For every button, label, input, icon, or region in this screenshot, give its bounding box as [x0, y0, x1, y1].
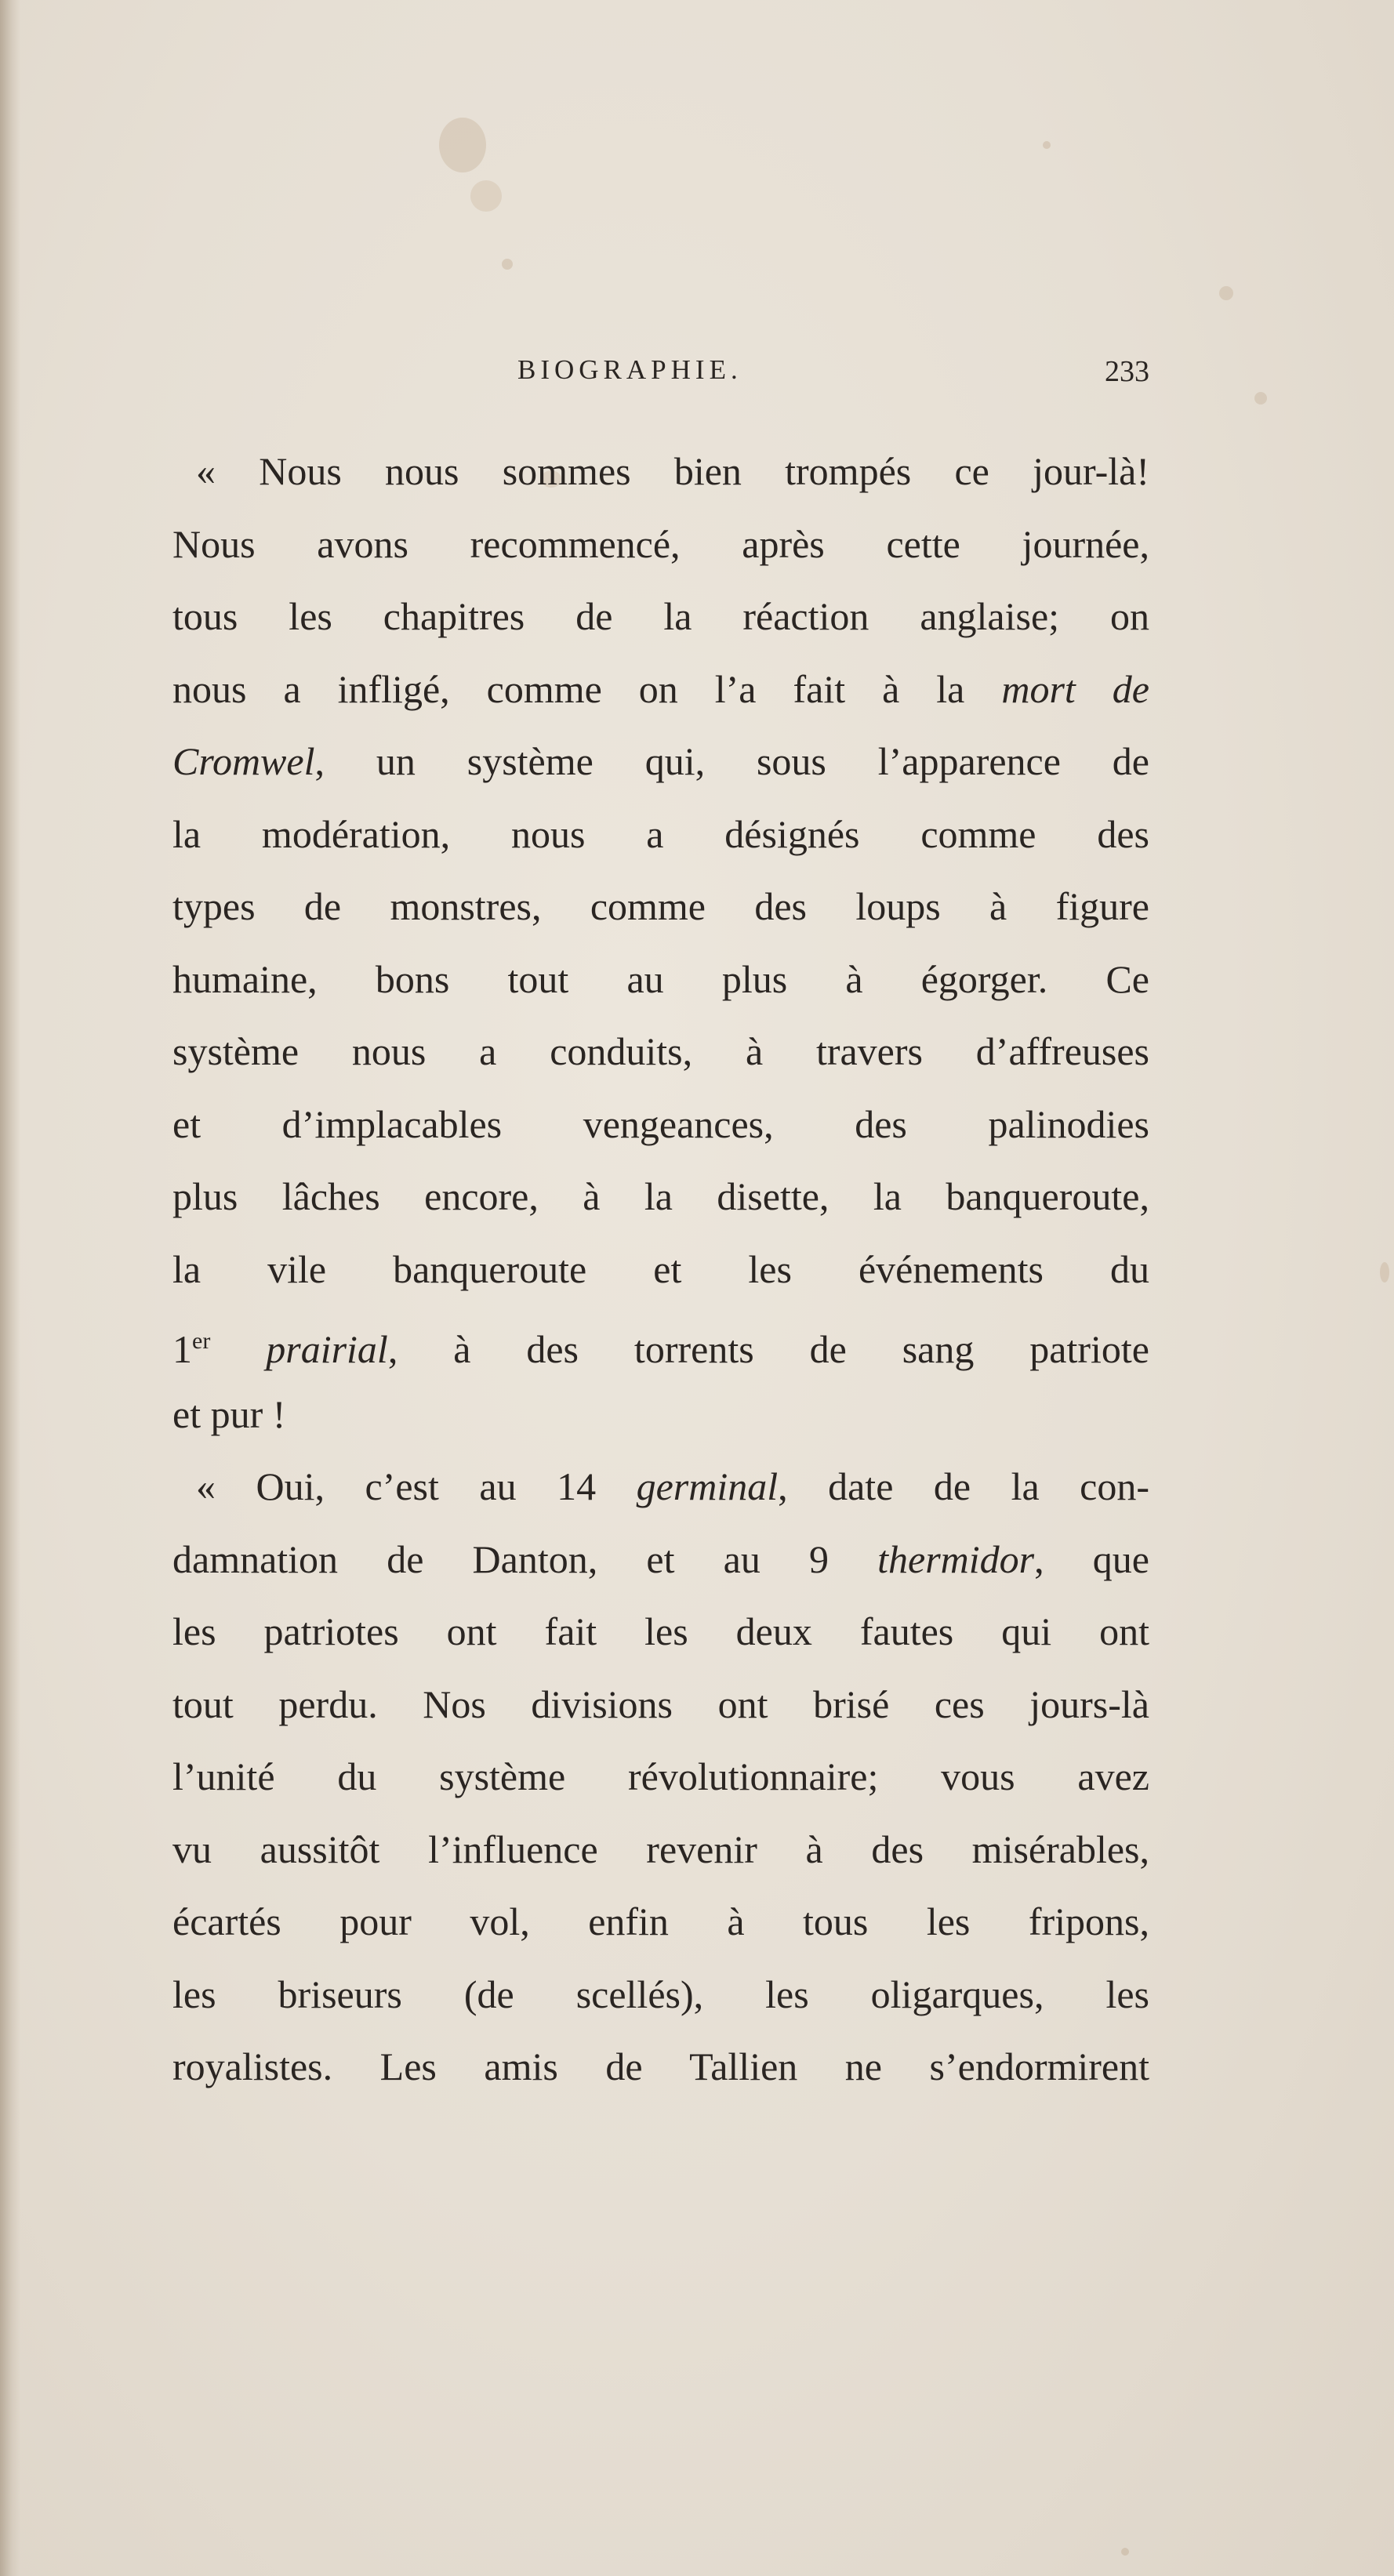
text-span: nous a infligé, comme on l’a fait à la [172, 666, 1002, 711]
text-span: damnation de Danton, et au 9 [172, 1537, 878, 1581]
page-binding-edge [0, 0, 20, 2576]
superscript: er [192, 1328, 211, 1354]
text-line: les briseurs (de scellés), les oligarques, les [172, 1972, 1149, 2016]
foxing-spot [439, 118, 486, 172]
foxing-spot [1219, 286, 1233, 300]
text-line [172, 1458, 1149, 1531]
text-line: les patriotes ont fait les deux fautes qui ont [172, 1609, 1149, 1653]
italic-span: prairial [266, 1327, 388, 1371]
text-line: tous les chapitres de la réaction anglaise; on [172, 594, 1149, 638]
text-line: plus lâches encore, à la disette, la banqueroute, [172, 1174, 1149, 1218]
text-span: , date de la con- [778, 1464, 1149, 1508]
text-line [172, 1313, 1149, 1386]
text-line [172, 733, 1149, 806]
italic-span: germinal [636, 1464, 779, 1508]
text-line: la modération, nous a désignés comme des [172, 811, 1149, 856]
text-line: types de monstres, comme des loups à figure [172, 884, 1149, 928]
body-text [172, 443, 1149, 2111]
text-line: Nous avons recommencé, après cette journée, [172, 521, 1149, 566]
foxing-spot [502, 259, 513, 270]
italic-span: mort de [1001, 666, 1149, 711]
text-line [172, 661, 1149, 734]
text-line: l’unité du système révolutionnaire; vous avez [172, 1754, 1149, 1798]
text-span: 1 [172, 1327, 192, 1371]
text-span: , que [1034, 1537, 1149, 1581]
italic-span: Cromwel [172, 739, 315, 783]
page-number: 233 [1105, 355, 1149, 388]
text-line: la vile banqueroute et les événements du [172, 1246, 1149, 1291]
text-span: « Oui, c’est au 14 [196, 1464, 637, 1508]
running-head: BIOGRAPHIE. [517, 354, 742, 385]
foxing-spot [1380, 1262, 1389, 1283]
page-header [172, 354, 1149, 395]
foxing-spot [470, 180, 502, 212]
text-line: tout perdu. Nos divisions ont brisé ces jours-là [172, 1682, 1149, 1726]
text-line: et pur ! [172, 1391, 286, 1436]
text-span: , un système qui, sous l’apparence de [314, 739, 1149, 783]
text-line [172, 1531, 1149, 1604]
text-span: , à des torrents de sang patriote [387, 1327, 1149, 1371]
foxing-spot [1121, 2548, 1129, 2556]
text-line: écartés pour vol, enfin à tous les fripons, [172, 1899, 1149, 1943]
text-line: royalistes. Les amis de Tallien ne s’endormirent [172, 2044, 1149, 2088]
text-line: vu aussitôt l’influence revenir à des misérables, [172, 1827, 1149, 1871]
foxing-spot [1254, 392, 1267, 405]
text-line: et d’implacables vengeances, des palinodies [172, 1101, 1149, 1146]
text-line: humaine, bons tout au plus à égorger. Ce [172, 956, 1149, 1001]
text-line: système nous a conduits, à travers d’affreuses [172, 1029, 1149, 1073]
italic-span: thermidor [877, 1537, 1035, 1581]
text-line: « Nous nous sommes bien trompés ce jour-là! [196, 449, 1149, 493]
foxing-spot [1043, 141, 1051, 149]
